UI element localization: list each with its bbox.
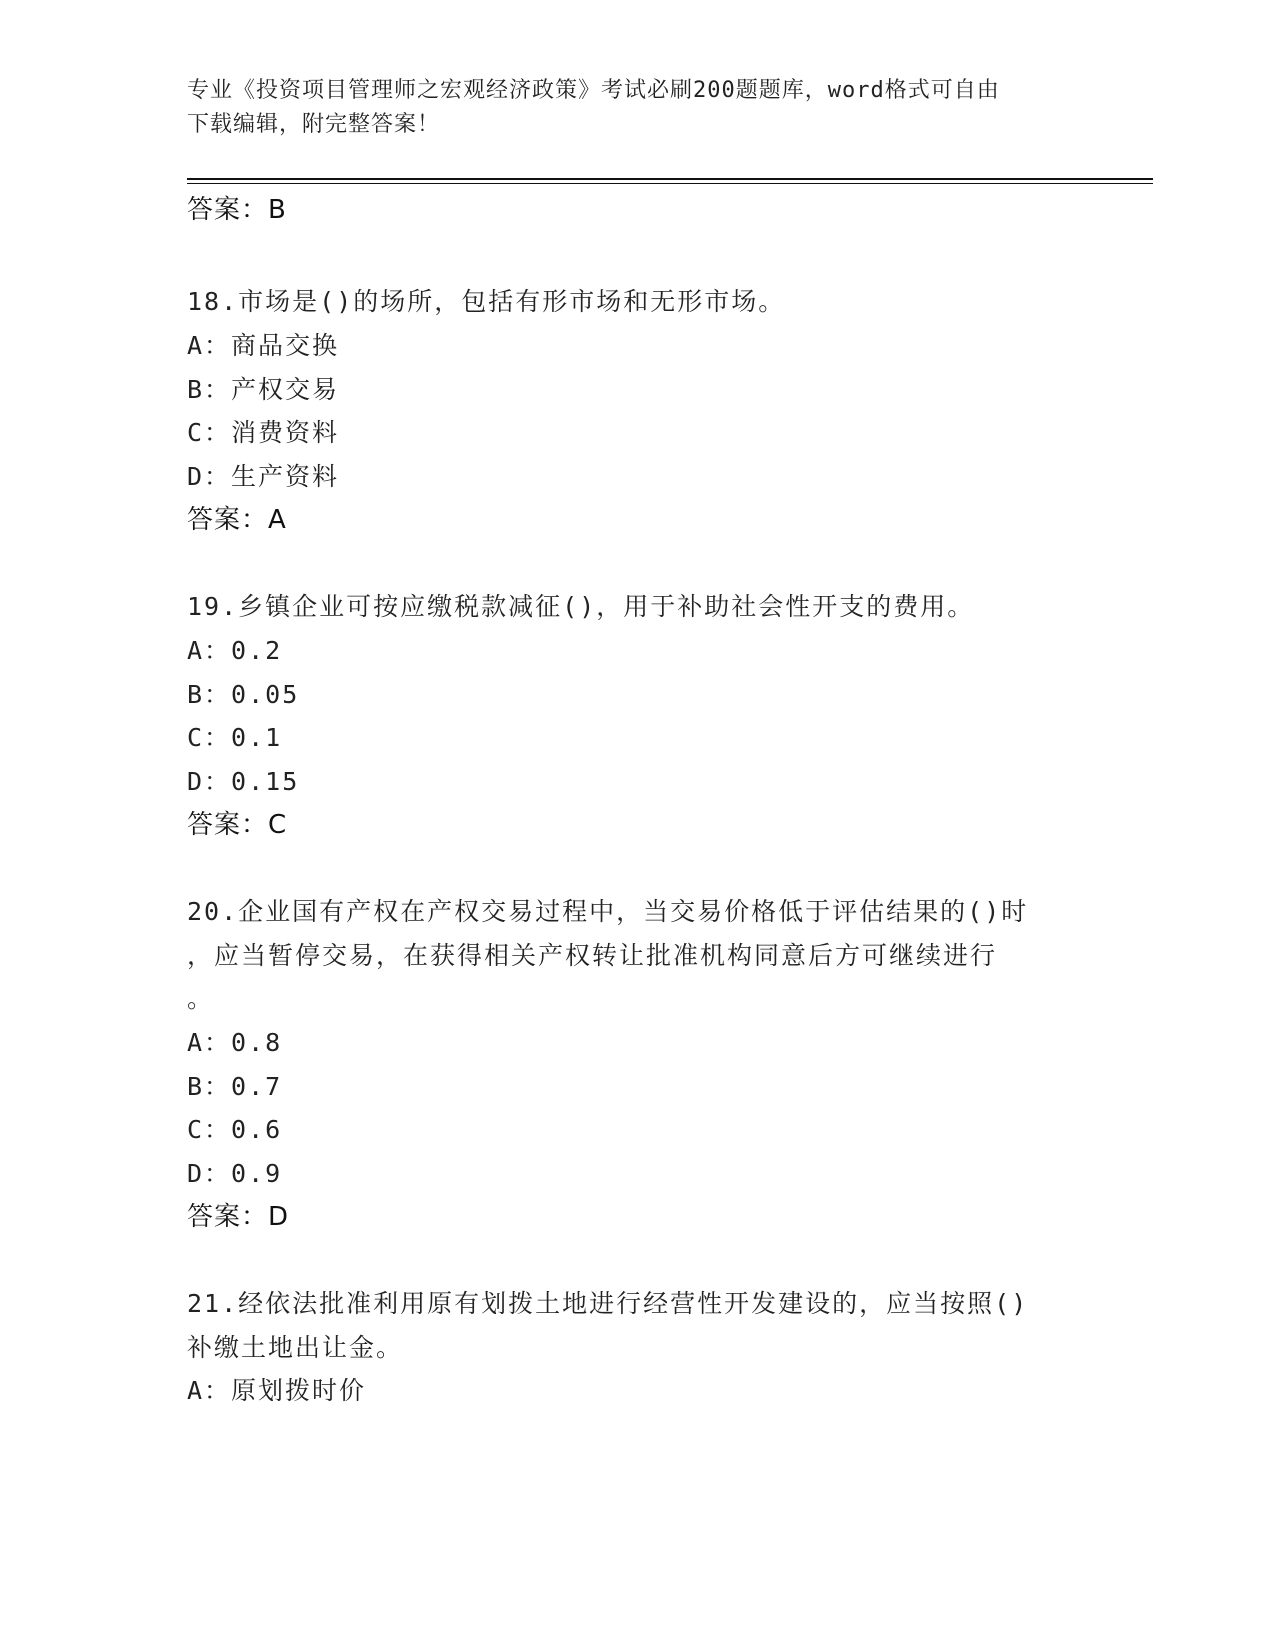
question-18-text: 18.市场是()的场所，包括有形市场和无形市场。: [187, 287, 786, 316]
question-18-option-a: A：商品交换: [187, 331, 340, 360]
header-divider: [187, 178, 1153, 180]
document-header: [187, 74, 1067, 142]
header-divider-thin: [187, 183, 1153, 184]
question-20-option-b: B：0.7: [187, 1072, 283, 1101]
header-title-line-1: 专业《投资项目管理师之宏观经济政策》考试必刷200题题库，word格式可自由: [187, 78, 1000, 103]
question-19-option-a: A：0.2: [187, 636, 283, 665]
question-20-text-line-3: 。: [187, 984, 215, 1013]
question-21-option-a: A：原划拨时价: [187, 1376, 367, 1405]
question-19-answer: 答案：C: [187, 810, 288, 840]
question-18-option-d: D：生产资料: [187, 462, 340, 491]
question-20-option-d: D：0.9: [187, 1159, 283, 1188]
question-18-option-c: C：消费资料: [187, 418, 340, 447]
question-18-option-b: B：产权交易: [187, 375, 340, 404]
question-19-text: 19.乡镇企业可按应缴税款减征()，用于补助社会性开支的费用。: [187, 592, 975, 621]
header-title-line-2: 下载编辑，附完整答案！: [187, 112, 441, 137]
question-21-text-line-2: 补缴土地出让金。: [187, 1333, 404, 1362]
question-20-text-line-1: 20.企业国有产权在产权交易过程中，当交易价格低于评估结果的()时: [187, 897, 1029, 926]
answer-line: 答案：B: [187, 195, 287, 225]
question-20-option-c: C：0.6: [187, 1115, 283, 1144]
question-21-text-line-1: 21.经依法批准利用原有划拨土地进行经营性开发建设的，应当按照(): [187, 1289, 1029, 1318]
question-19-option-b: B：0.05: [187, 680, 300, 709]
question-19-option-c: C：0.1: [187, 723, 283, 752]
question-18-answer: 答案：A: [187, 505, 287, 535]
question-19-option-d: D：0.15: [187, 767, 300, 796]
question-20-option-a: A：0.8: [187, 1028, 283, 1057]
question-20-text-line-2: ，应当暂停交易，在获得相关产权转让批准机构同意后方可继续进行: [187, 941, 998, 970]
question-20-answer: 答案：D: [187, 1202, 290, 1232]
